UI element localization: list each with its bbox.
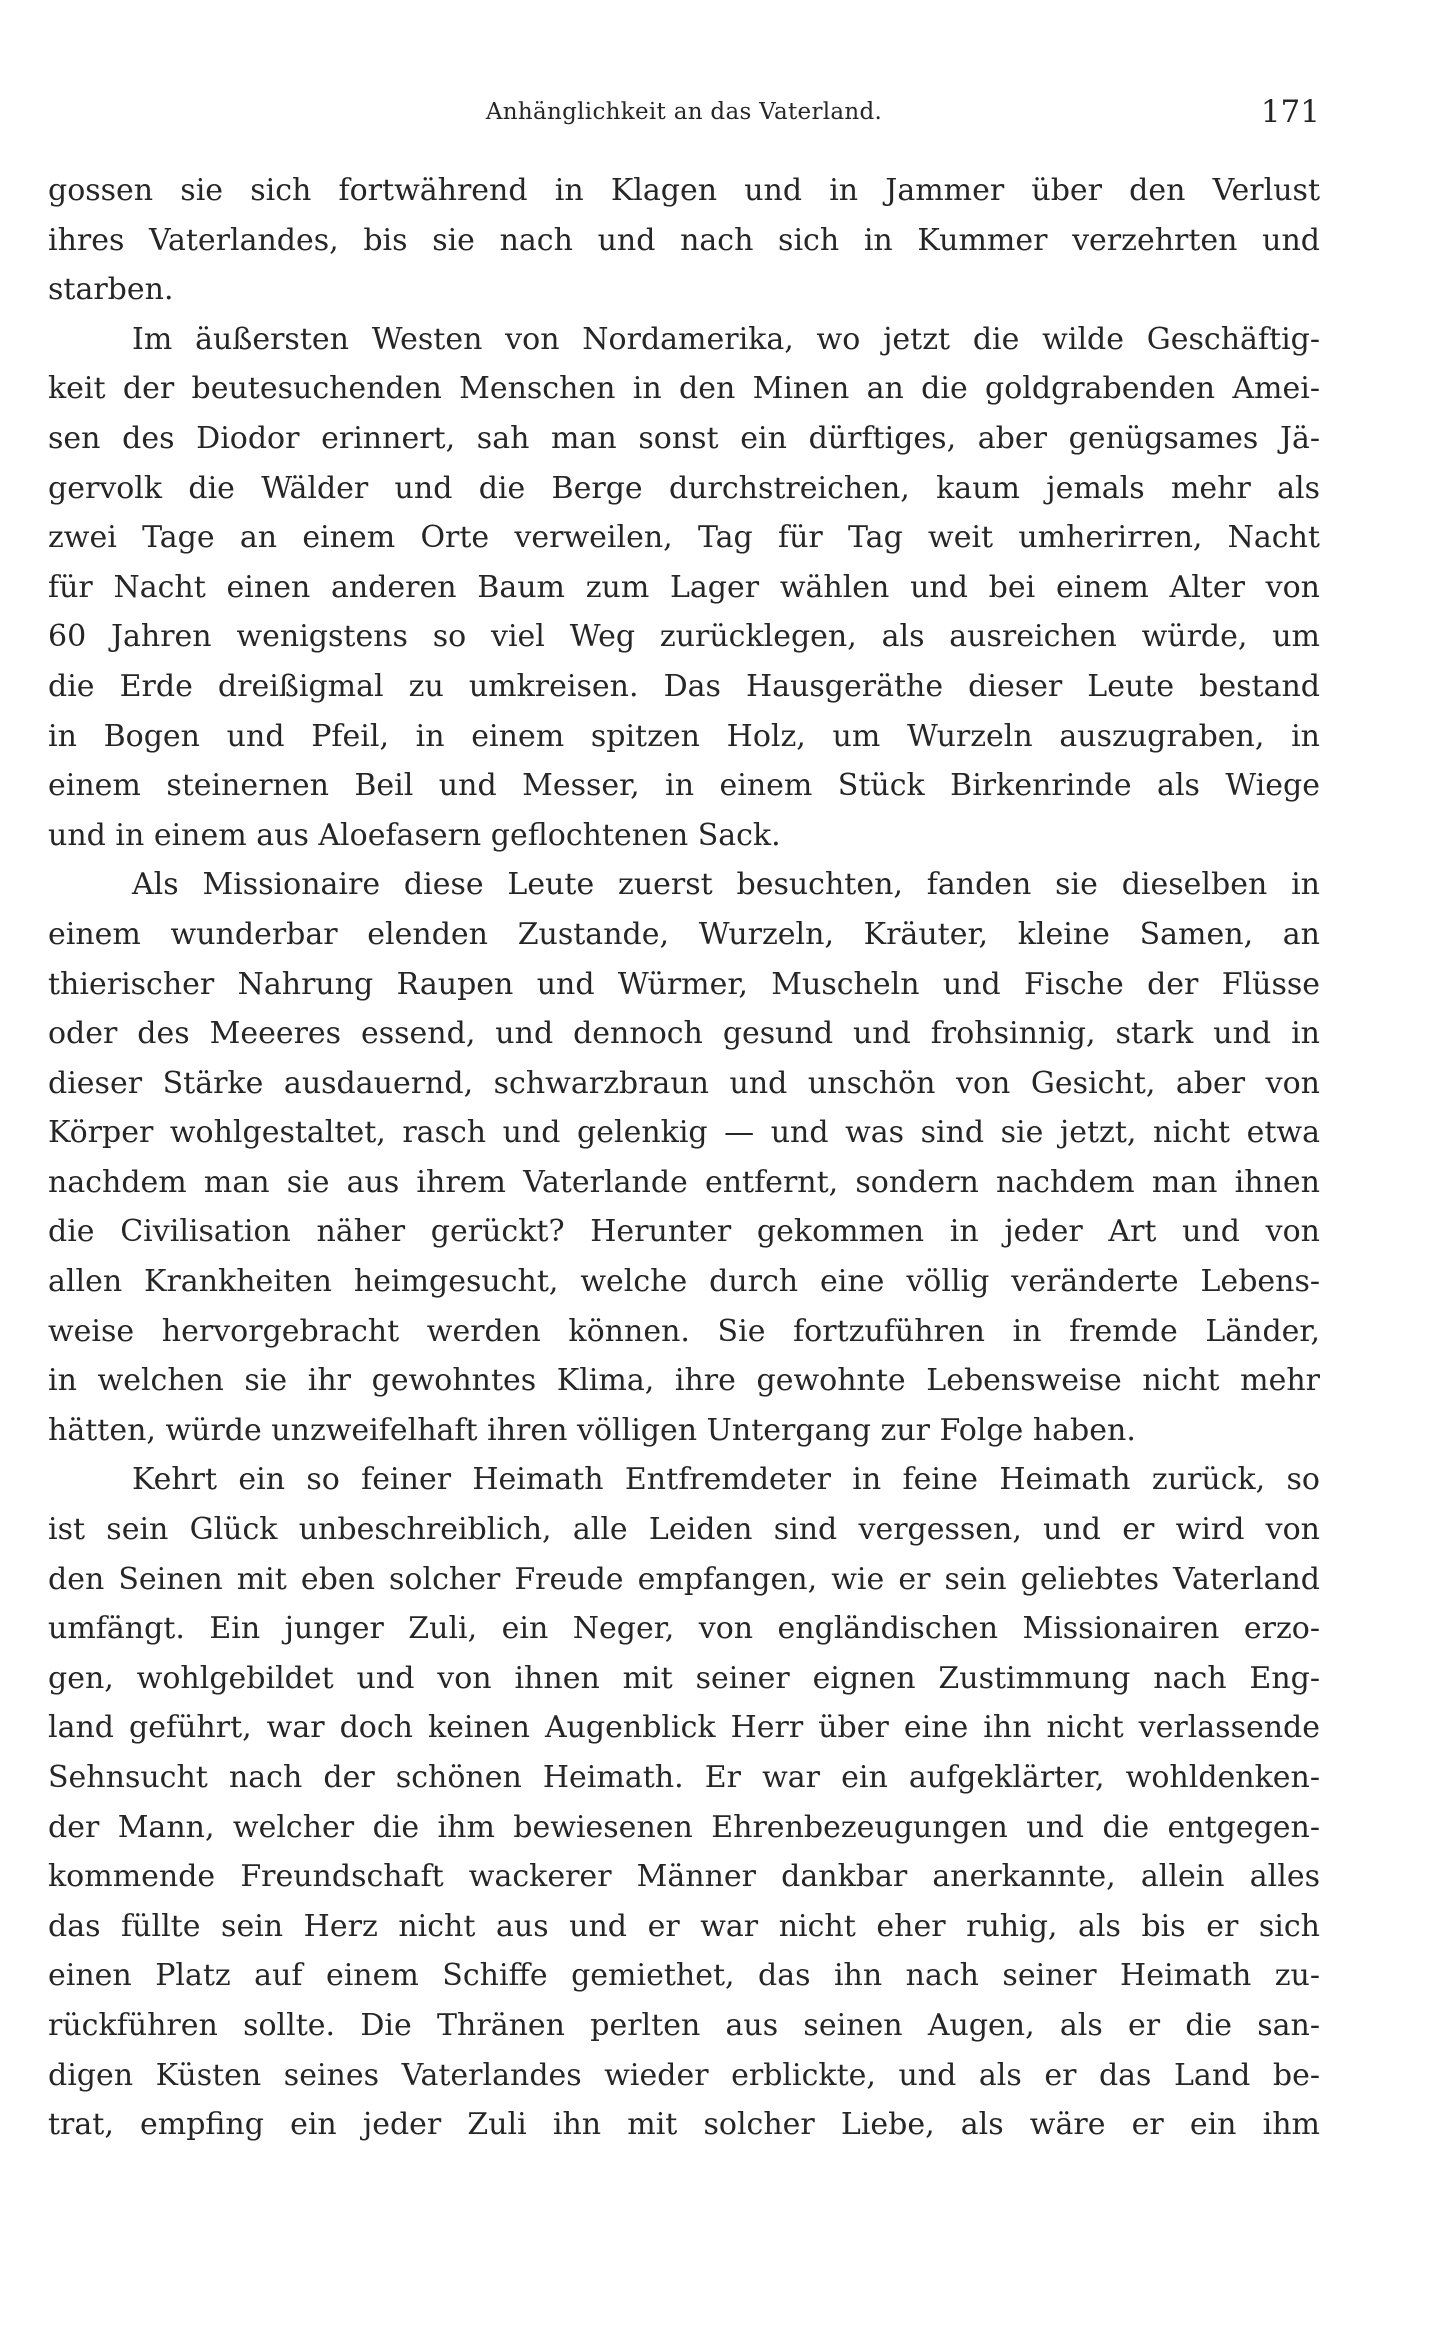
text-line: Sehnsucht nach der schönen Heimath. Er war ein aufgeklärter, wohldenken- [48,1760,1320,1795]
paragraph-3 [48,860,1320,1455]
text-line: Körper wohlgestaltet, rasch und gelenkig — und was sind sie jetzt, nicht etwa [48,1115,1320,1151]
text-line: ihres Vaterlandes, bis sie nach und nach sich in Kummer verzehrten und [48,222,1320,258]
text-line: und in einem aus Aloefasern geflochtenen Sack. [48,817,781,853]
text-line: die Civilisation näher gerückt? Herunter gekommen in jeder Art und von [48,1214,1320,1250]
text-line: für Nacht einen anderen Baum zum Lager wählen und bei einem Alter von [48,569,1320,605]
text-line: thierischer Nahrung Raupen und Würmer, Muscheln und Fische der Flüsse [48,966,1320,1002]
text-line: umfängt. Ein junger Zuli, ein Neger, von engländischen Missionairen erzo- [48,1611,1320,1647]
text-line: ist sein Glück unbeschreiblich, alle Leiden sind vergessen, und er wird von [48,1512,1320,1548]
text-line: zwei Tage an einem Orte verweilen, Tag für Tag weit umherirren, Nacht [48,520,1320,556]
page-number: 171 [1260,94,1320,130]
text-line: trat, empfing ein jeder Zuli ihn mit solcher Liebe, als wäre er ein ihm [48,2107,1320,2143]
text-line: Kehrt ein so feiner Heimath Entfremdeter in feine Heimath zurück, so [132,1462,1320,1498]
text-line: einem steinernen Beil und Messer, in einem Stück Birkenrinde als Wiege [48,768,1320,804]
text-line: weise hervorgebracht werden können. Sie fortzuführen in fremde Länder, [48,1313,1320,1349]
text-line: digen Küsten seines Vaterlandes wieder erblickte, und als er das Land be- [48,2057,1320,2093]
text-line: rückführen sollte. Die Thränen perlten aus seinen Augen, als er die san- [48,2007,1320,2043]
text-line: keit der beutesuchenden Menschen in den Minen an die goldgrabenden Amei- [48,371,1320,407]
text-line: den Seinen mit eben solcher Freude empfangen, wie er sein geliebtes Vaterland [48,1561,1320,1597]
paragraph-4 [48,1455,1320,2149]
text-line: oder des Meeeres essend, und dennoch gesund und frohsinnig, stark und in [48,1016,1320,1052]
body-text [48,166,1320,2150]
page-header [48,92,1320,132]
text-line: kommende Freundschaft wackerer Männer dankbar anerkannte, allein alles [48,1859,1320,1895]
text-line: einen Platz auf einem Schiffe gemiethet, das ihn nach seiner Heimath zu- [48,1958,1320,1994]
text-line: gossen sie sich fortwährend in Klagen und in Jammer über den Verlust [48,173,1320,208]
text-line: dieser Stärke ausdauernd, schwarzbraun und unschön von Gesicht, aber von [48,1065,1320,1101]
text-line: das füllte sein Herz nicht aus und er war nicht eher ruhig, als bis er sich [48,1908,1320,1944]
text-line: in Bogen und Pfeil, in einem spitzen Holz, um Wurzeln auszugraben, in [48,718,1320,754]
text-line: sen des Diodor erinnert, sah man sonst ein dürftiges, aber genügsames Jä- [48,420,1320,456]
text-line: hätten, würde unzweifelhaft ihren völligen Untergang zur Folge haben. [48,1412,1136,1448]
text-line: gen, wohlgebildet und von ihnen mit seiner eignen Zustimmung nach Eng- [48,1660,1320,1696]
text-line: Als Missionaire diese Leute zuerst besuchten, fanden sie dieselben in [132,867,1320,903]
paragraph-1 [48,166,1320,315]
paragraph-2 [48,315,1320,861]
text-line: gervolk die Wälder und die Berge durchstreichen, kaum jemals mehr als [48,470,1320,506]
text-line: in welchen sie ihr gewohntes Klima, ihre gewohnte Lebensweise nicht mehr [48,1363,1320,1399]
text-line: die Erde dreißigmal zu umkreisen. Das Hausgeräthe dieser Leute bestand [48,668,1320,704]
text-line: land geführt, war doch keinen Augenblick Herr über eine ihn nicht verlassende [48,1710,1320,1746]
text-line: nachdem man sie aus ihrem Vaterlande entfernt, sondern nachdem man ihnen [48,1164,1320,1200]
running-title: Anhänglichkeit an das Vaterland. [485,99,883,125]
text-line: allen Krankheiten heimgesucht, welche durch eine völlig veränderte Lebens- [48,1264,1320,1300]
text-line: einem wunderbar elenden Zustande, Wurzeln, Kräuter, kleine Samen, an [48,916,1320,952]
text-line: 60 Jahren wenigstens so viel Weg zurücklegen, als ausreichen würde, um [48,619,1320,655]
text-line: starben. [48,272,174,308]
text-line: der Mann, welcher die ihm bewiesenen Ehrenbezeugungen und die entgegen- [48,1809,1320,1845]
text-line: Im äußersten Westen von Nordamerika, wo jetzt die wilde Geschäftig- [132,321,1320,357]
